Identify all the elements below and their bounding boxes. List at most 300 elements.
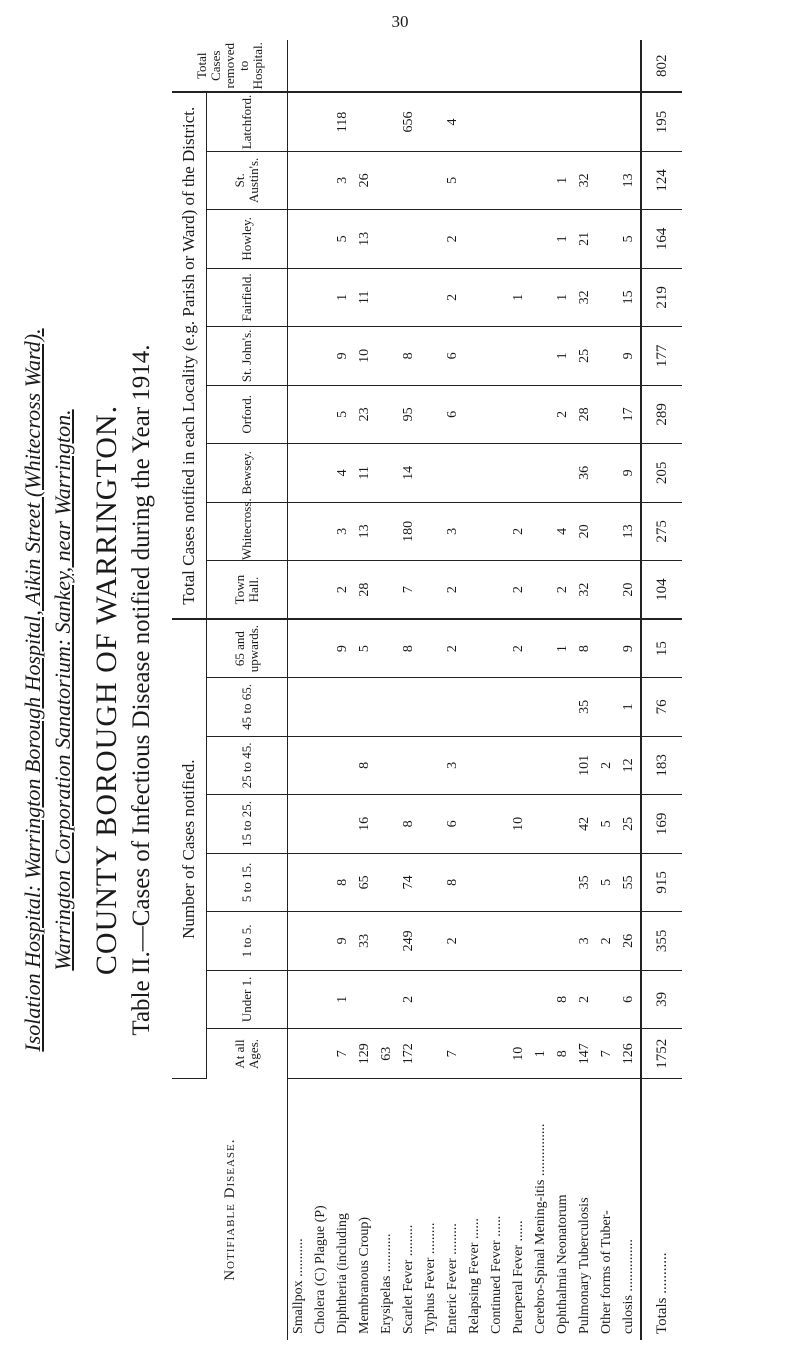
- table-cell: [376, 502, 398, 561]
- table-cell: [288, 619, 311, 678]
- table-cell: 4: [332, 444, 354, 503]
- table-cell: [420, 853, 442, 912]
- table-cell: [310, 795, 332, 854]
- table-cell: [398, 678, 420, 737]
- table-cell: [288, 210, 311, 269]
- disease-name: Typhus Fever .........: [423, 1222, 438, 1334]
- table-cell: [288, 912, 311, 971]
- table-cell: [464, 1029, 486, 1079]
- table-cell: [530, 912, 552, 971]
- table-cell: [310, 502, 332, 561]
- table-cell: [420, 210, 442, 269]
- disease-name: Ophthalmia Neonatorum: [555, 1194, 570, 1334]
- table-cell: 7: [398, 561, 420, 620]
- header-age-band: 45 to 65.: [207, 678, 288, 737]
- table-cell: 1: [552, 210, 574, 269]
- table-cell: [420, 619, 442, 678]
- table-cell: [574, 40, 596, 92]
- disease-name: Cerebro-Spinal Mening-itis ...............: [533, 1123, 548, 1334]
- table-cell: [354, 678, 376, 737]
- table-cell: 8: [398, 795, 420, 854]
- table-cell: [464, 853, 486, 912]
- table-cell: [288, 268, 311, 327]
- table-cell: [508, 151, 530, 210]
- table-cell: [596, 40, 618, 92]
- table-cell: 35: [574, 678, 596, 737]
- table-cell: 8: [552, 1029, 574, 1079]
- table-cell: 74: [398, 853, 420, 912]
- table-cell: 101: [574, 736, 596, 795]
- table-cell: [332, 736, 354, 795]
- table-cell: [310, 561, 332, 620]
- table-cell: [442, 678, 464, 737]
- table-cell: [398, 151, 420, 210]
- table-cell: [486, 92, 508, 151]
- table-cell: 1: [552, 327, 574, 386]
- table-cell: [596, 619, 618, 678]
- table-cell: 35: [574, 853, 596, 912]
- table-cell: 5: [596, 853, 618, 912]
- total-cell: 183: [641, 736, 682, 795]
- table-cell: 12: [618, 736, 641, 795]
- table-cell: 5: [332, 210, 354, 269]
- table-row: [530, 40, 552, 1340]
- table-cell: 2: [552, 561, 574, 620]
- table-cell: 6: [442, 327, 464, 386]
- total-cell: 802: [641, 40, 682, 92]
- table-cell: 10: [354, 327, 376, 386]
- table-cell: 1: [530, 1029, 552, 1079]
- table-cell: [420, 1029, 442, 1079]
- table-row: [354, 40, 376, 1340]
- table-cell: [486, 151, 508, 210]
- table-cell: [376, 268, 398, 327]
- table-row: [332, 40, 354, 1340]
- table-cell: 2: [508, 619, 530, 678]
- header-locality: Bewsey.: [207, 444, 288, 503]
- table-cell: [376, 853, 398, 912]
- table-cell: [530, 151, 552, 210]
- table-row: [574, 40, 596, 1340]
- table-cell: [508, 327, 530, 386]
- table-cell: [530, 619, 552, 678]
- table-cell: [420, 151, 442, 210]
- table-cell: [376, 210, 398, 269]
- table-cell: [420, 795, 442, 854]
- table-cell: 6: [618, 970, 641, 1029]
- totals-label: Totals ...........: [641, 1079, 682, 1340]
- totals-row: [641, 40, 682, 1340]
- table-cell: [530, 92, 552, 151]
- table-cell: 6: [442, 795, 464, 854]
- table-cell: [420, 502, 442, 561]
- table-cell: [552, 444, 574, 503]
- table-cell: [552, 795, 574, 854]
- table-cell: [288, 561, 311, 620]
- table-cell: 8: [442, 853, 464, 912]
- table-cell: [310, 444, 332, 503]
- table-cell: [376, 795, 398, 854]
- table-cell: [596, 385, 618, 444]
- table-cell: 2: [574, 970, 596, 1029]
- table-cell: [486, 678, 508, 737]
- disease-name: culosis ...............: [621, 1239, 636, 1334]
- table-cell: 9: [332, 619, 354, 678]
- table-cell: [376, 736, 398, 795]
- table-cell: 13: [618, 502, 641, 561]
- disease-name: Diphtheria (including: [335, 1213, 350, 1334]
- table-cell: [420, 736, 442, 795]
- table-row: [618, 40, 641, 1340]
- table-cell: [420, 40, 442, 92]
- table-cell: [552, 92, 574, 151]
- table-cell: [596, 92, 618, 151]
- table-cell: 26: [354, 151, 376, 210]
- table-cell: [486, 970, 508, 1029]
- total-cell: 169: [641, 795, 682, 854]
- table-cell: [508, 385, 530, 444]
- table-cell: [464, 619, 486, 678]
- table-cell: [596, 210, 618, 269]
- table-cell: [464, 210, 486, 269]
- table-cell: [486, 444, 508, 503]
- page-title: COUNTY BOROUGH OF WARRINGTON.: [90, 404, 123, 976]
- table-cell: 33: [354, 912, 376, 971]
- table-cell: [288, 444, 311, 503]
- header-all-ages: At all Ages.: [207, 1029, 288, 1079]
- table-cell: [574, 92, 596, 151]
- table-cell: 2: [442, 912, 464, 971]
- table-cell: [530, 444, 552, 503]
- table-cell: 2: [442, 619, 464, 678]
- disease-name: Other forms of Tuber-: [599, 1210, 614, 1334]
- header-locality-group: Total Cases notified in each Locality (e.g. Parish or Ward) of the District.: [172, 92, 207, 619]
- table-cell: [288, 385, 311, 444]
- table-cell: [530, 502, 552, 561]
- table-cell: 1: [552, 151, 574, 210]
- table-cell: 3: [442, 502, 464, 561]
- table-cell: 3: [332, 151, 354, 210]
- table-cell: 129: [354, 1029, 376, 1079]
- table-cell: 4: [552, 502, 574, 561]
- table-cell: 10: [508, 1029, 530, 1079]
- table-cell: 2: [332, 561, 354, 620]
- table-cell: 2: [508, 502, 530, 561]
- table-cell: 9: [618, 444, 641, 503]
- table-cell: [530, 678, 552, 737]
- table-cell: 8: [552, 970, 574, 1029]
- table-row: [552, 40, 574, 1340]
- table-cell: 32: [574, 561, 596, 620]
- total-cell: 355: [641, 912, 682, 971]
- table-cell: [310, 327, 332, 386]
- table-cell: [376, 92, 398, 151]
- table-cell: [552, 853, 574, 912]
- table-cell: 17: [618, 385, 641, 444]
- table-cell: 9: [618, 327, 641, 386]
- table-cell: 15: [618, 268, 641, 327]
- total-cell: 15: [641, 619, 682, 678]
- table-cell: [508, 970, 530, 1029]
- total-cell: 195: [641, 92, 682, 151]
- table-cell: 2: [442, 210, 464, 269]
- table-cell: 5: [354, 619, 376, 678]
- table-cell: [420, 912, 442, 971]
- table-cell: [508, 678, 530, 737]
- table-cell: 8: [574, 619, 596, 678]
- table-cell: [288, 795, 311, 854]
- table-cell: [464, 268, 486, 327]
- table-row: [310, 40, 332, 1340]
- table-cell: [332, 678, 354, 737]
- table-cell: [420, 327, 442, 386]
- table-cell: 8: [398, 619, 420, 678]
- table-cell: [464, 561, 486, 620]
- table-cell: 5: [596, 795, 618, 854]
- table-cell: [508, 40, 530, 92]
- table-cell: 11: [354, 268, 376, 327]
- table-cell: [310, 970, 332, 1029]
- table-cell: [332, 40, 354, 92]
- table-cell: [530, 561, 552, 620]
- table-cell: [508, 853, 530, 912]
- table-cell: 8: [332, 853, 354, 912]
- total-cell: 177: [641, 327, 682, 386]
- table-cell: [288, 970, 311, 1029]
- table-cell: [530, 385, 552, 444]
- header-age-band: 25 to 45.: [207, 736, 288, 795]
- table-cell: [530, 736, 552, 795]
- table-cell: [288, 92, 311, 151]
- table-cell: 2: [398, 970, 420, 1029]
- table-cell: [420, 385, 442, 444]
- header-locality: St. Austin's.: [207, 151, 288, 210]
- header-age-band: 65 and upwards.: [207, 619, 288, 678]
- header-age-band: 15 to 25.: [207, 795, 288, 854]
- table-cell: 1: [508, 268, 530, 327]
- total-cell: 104: [641, 561, 682, 620]
- table-cell: 25: [618, 795, 641, 854]
- total-cell: 275: [641, 502, 682, 561]
- table-cell: [288, 502, 311, 561]
- footnote-hospital: Isolation Hospital: Warrington Borough Hospital, Aikin Street (Whitecross Ward).: [20, 328, 45, 1052]
- total-cell: 289: [641, 385, 682, 444]
- table-cell: 9: [332, 912, 354, 971]
- header-locality: Howley.: [207, 210, 288, 269]
- table-cell: [486, 619, 508, 678]
- table-cell: [354, 92, 376, 151]
- table-cell: 8: [354, 736, 376, 795]
- table-cell: [376, 151, 398, 210]
- header-disease: Notifiable Disease.: [172, 1079, 288, 1340]
- table-cell: [354, 40, 376, 92]
- table-cell: 63: [376, 1029, 398, 1079]
- table-cell: 55: [618, 853, 641, 912]
- table-title: Table II.—Cases of Infectious Disease notified during the Year 1914.: [128, 344, 155, 1036]
- table-cell: [530, 970, 552, 1029]
- table-cell: 249: [398, 912, 420, 971]
- table-cell: [288, 678, 311, 737]
- table-cell: 7: [442, 1029, 464, 1079]
- table-row: [442, 40, 464, 1340]
- table-cell: [420, 561, 442, 620]
- table-cell: 7: [596, 1029, 618, 1079]
- total-cell: 219: [641, 268, 682, 327]
- disease-name: Cholera (C) Plague (P): [313, 1205, 328, 1334]
- table-cell: [376, 444, 398, 503]
- table-cell: [398, 40, 420, 92]
- table-row: [486, 40, 508, 1340]
- table-cell: [486, 327, 508, 386]
- disease-name: Continued Fever ......: [489, 1215, 504, 1334]
- table-cell: 2: [508, 561, 530, 620]
- table-cell: [486, 561, 508, 620]
- table-cell: 42: [574, 795, 596, 854]
- table-cell: 2: [442, 561, 464, 620]
- table-cell: 5: [442, 151, 464, 210]
- table-cell: [530, 327, 552, 386]
- table-cell: [310, 92, 332, 151]
- disease-name: Membranous Croup): [357, 1216, 372, 1334]
- table-cell: [376, 970, 398, 1029]
- table-cell: [288, 1029, 311, 1079]
- table-cell: [310, 619, 332, 678]
- table-cell: 1: [332, 268, 354, 327]
- table-cell: 1: [618, 678, 641, 737]
- table-cell: 13: [354, 210, 376, 269]
- headline-block: [20, 40, 160, 1340]
- page-number: 30: [391, 12, 409, 31]
- table-cell: [486, 268, 508, 327]
- table-cell: [310, 736, 332, 795]
- disease-name: Enteric Fever .........: [445, 1223, 460, 1334]
- disease-name: Relapsing Fever ......: [467, 1218, 482, 1334]
- table-cell: 13: [354, 502, 376, 561]
- table-cell: [530, 853, 552, 912]
- table-cell: [486, 795, 508, 854]
- table-cell: 65: [354, 853, 376, 912]
- total-cell: 76: [641, 678, 682, 737]
- table-cell: [442, 444, 464, 503]
- table-cell: 10: [508, 795, 530, 854]
- table-cell: [420, 444, 442, 503]
- table-cell: [596, 327, 618, 386]
- table-cell: [310, 1029, 332, 1079]
- table-cell: [464, 92, 486, 151]
- total-cell: 205: [641, 444, 682, 503]
- table-cell: [552, 678, 574, 737]
- header-number-group: Number of Cases notified.: [172, 619, 207, 1079]
- table-cell: [464, 970, 486, 1029]
- table-cell: [376, 385, 398, 444]
- table-row: [376, 40, 398, 1340]
- table-cell: [464, 912, 486, 971]
- table-cell: [464, 736, 486, 795]
- table-cell: 118: [332, 92, 354, 151]
- table-cell: 11: [354, 444, 376, 503]
- disease-name: Puerperal Fever ......: [511, 1220, 526, 1334]
- header-locality: Orford.: [207, 385, 288, 444]
- table-cell: [376, 561, 398, 620]
- table-cell: [464, 678, 486, 737]
- header-locality: Fairfield.: [207, 268, 288, 327]
- header-locality: Latchford.: [207, 92, 288, 151]
- table-cell: [354, 970, 376, 1029]
- table-cell: 6: [442, 385, 464, 444]
- total-cell: 164: [641, 210, 682, 269]
- table-cell: 3: [574, 912, 596, 971]
- table-cell: [486, 1029, 508, 1079]
- table-cell: 32: [574, 151, 596, 210]
- table-row: [464, 40, 486, 1340]
- total-cell: 1752: [641, 1029, 682, 1079]
- table-cell: [464, 444, 486, 503]
- table-cell: [398, 268, 420, 327]
- table-cell: [596, 970, 618, 1029]
- table-cell: [310, 678, 332, 737]
- table-cell: 21: [574, 210, 596, 269]
- table-cell: [310, 151, 332, 210]
- disease-name: Smallpox ...........: [291, 1238, 306, 1334]
- table-cell: 2: [596, 912, 618, 971]
- table-cell: [486, 736, 508, 795]
- table-cell: [332, 795, 354, 854]
- table-cell: 1: [332, 970, 354, 1029]
- table-cell: [618, 92, 641, 151]
- table-cell: 8: [398, 327, 420, 386]
- table-cell: 26: [618, 912, 641, 971]
- table-cell: [464, 327, 486, 386]
- table-cell: [464, 385, 486, 444]
- table-cell: [508, 736, 530, 795]
- table-cell: [486, 912, 508, 971]
- table-cell: 25: [574, 327, 596, 386]
- table-body: [288, 40, 642, 1340]
- table-cell: [464, 151, 486, 210]
- table-cell: 9: [618, 619, 641, 678]
- table-cell: [398, 736, 420, 795]
- header-age-band: 5 to 15.: [207, 853, 288, 912]
- table-cell: [486, 40, 508, 92]
- table-cell: [596, 561, 618, 620]
- table-cell: [596, 151, 618, 210]
- table-cell: [508, 912, 530, 971]
- table-cell: [310, 912, 332, 971]
- table-cell: [310, 40, 332, 92]
- table-row: [288, 40, 311, 1340]
- table-cell: 36: [574, 444, 596, 503]
- table-cell: [596, 502, 618, 561]
- table-cell: [552, 736, 574, 795]
- table-cell: [310, 385, 332, 444]
- table-cell: [376, 619, 398, 678]
- table-cell: [596, 268, 618, 327]
- header-locality: Town Hall.: [207, 561, 288, 620]
- header-age-band: 1 to 5.: [207, 912, 288, 971]
- table-cell: [376, 40, 398, 92]
- table-cell: [398, 210, 420, 269]
- table-cell: [288, 151, 311, 210]
- table-cell: 2: [552, 385, 574, 444]
- table-cell: 7: [332, 1029, 354, 1079]
- table-cell: 1: [552, 619, 574, 678]
- table-cell: [376, 678, 398, 737]
- table-cell: [530, 40, 552, 92]
- header-locality: Whitecross.: [207, 502, 288, 561]
- table-cell: [420, 268, 442, 327]
- table-cell: 2: [596, 736, 618, 795]
- table-cell: [530, 795, 552, 854]
